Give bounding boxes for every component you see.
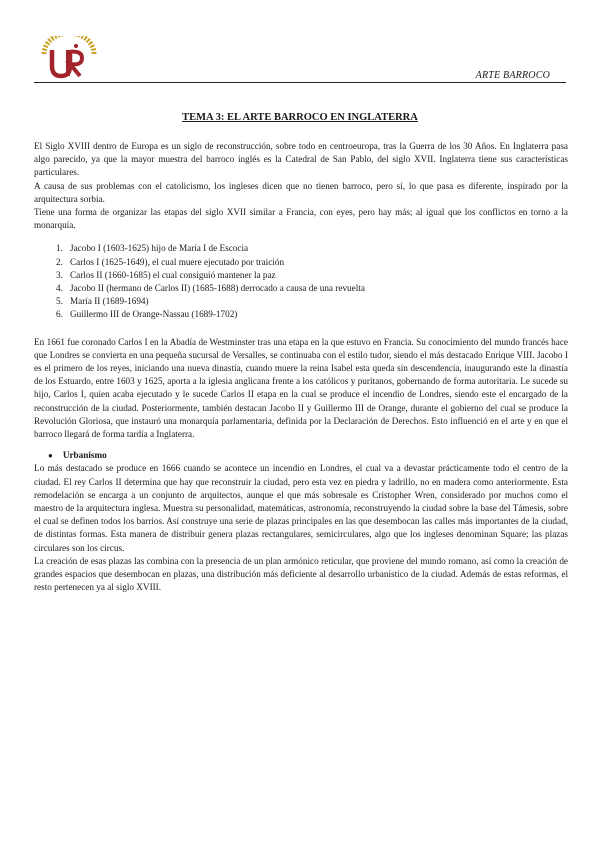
university-seal-icon (38, 36, 100, 80)
header-title: ARTE BARROCO (475, 70, 550, 81)
intro-paragraph: Tiene una forma de organizar las etapas del siglo XVII similar a Francia, con eyes, pero hay más; al igual que los conflictos en torno a la monarquía. (34, 207, 568, 231)
list-item: 5. María II (1689-1694) (56, 296, 149, 307)
history-paragraph: En 1661 fue coronado Carlos I en la Abadía de Westminster tras una etapa en la que estuvo en Francia. Su conocimiento del mundo francés hace que Londres se convierta en una pequeña sucursal de Versalles, se continuaba con el estilo tudor, siendo el más destacado Enrique VIII. Jacobo I es el primero de los reyes, iniciando una nueva dinastía, cuando muere la reina Isabel esta queda sin descendencia, inaugurando este la dinastía de los Estuardo, entre 1603 y 1625, aporta a la iglesia anglicana frente a los católicos y puritanos, gobernando de forma autoritaria. Le sucede su hijo, Carlos I, quien acaba ejecutado y le sucede Carlos II etapa en la cual se produce el incendio de Londres, siendo este el encargado de la reconstrucción de la ciudad. Posteriormente, también destacan Jacobo II y Guillermo III de Orange, durante el gobierno del cual se produce la Revolución Gloriosa, que instauró una monarquía parlamentaria, definida por la Declaración de Derechos. Esto influenció en el arte y en que el barroco llegará de forma tardía a Inglaterra. (34, 336, 568, 440)
kings-list (56, 242, 568, 321)
intro-paragraph: El Siglo XVIII dentro de Europa es un siglo de reconstrucción, sobre todo en centroeuropa, tras la Guerra de los 30 Años. En Inglaterra pasa algo parecido, ya que la mayor muestra del barroco inglés es la Catedral de San Pablo, del siglo XVII. Inglaterra tiene sus características particulares. (34, 141, 568, 178)
section-title: Urbanismo (62, 450, 107, 461)
list-item: 1. Jacobo I (1603-1625) hijo de María I de Escocia (56, 243, 249, 254)
bullet-icon: ● (48, 451, 53, 461)
document-title: TEMA 3: EL ARTE BARROCO EN INGLATERRA (182, 112, 418, 123)
list-item: 2. Carlos I (1625-1649), el cual muere ejecutado por traición (56, 256, 285, 267)
list-item: 4. Jacobo II (hermano de Carlos II) (1685-1688) derrocado a causa de una revuelta (56, 283, 365, 294)
section-heading (48, 449, 568, 462)
intro-paragraph: A causa de sus problemas con el catolicismo, los ingleses dicen que no tienen barroco, pero sí, lo que pasa es diferente, inspirado por la arquitectura sorbia. (34, 180, 568, 204)
list-item: 6. Guillermo III de Orange-Nassau (1689-1702) (56, 309, 238, 320)
header-divider (34, 82, 566, 83)
urbanism-paragraph: La creación de esas plazas las combina con la presencia de un plan armónico reticular, que proviene del mundo romano, así como la creación de grandes espacios que desembocan en plazas, una distribución más deficiente al desarrollo urbanístico de la ciudad. Además de estas reformas, el resto pertenecen ya al siglo XVIII. (34, 555, 568, 593)
urbanism-paragraph: Lo más destacado se produce en 1666 cuando se acontece un incendio en Londres, el cual va a devastar prácticamente todo el centro de la ciudad. El rey Carlos II determina que hay que reconstruir la ciudad, pero esta vez en piedra y ladrillo, no en madera como anteriormente. Esta remodelación se encarga a un conjunto de arquitectos, aunque el que más sobresale es Cristopher Wren, considerado por muchos como el maestro de la arquitectura inglesa. Muestra su personalidad, matemáticas, astronomía, reconstruyendo la ciudad sobre la base del Támesis, sobre el cual se definen todos los barrios. Así construye una serie de plazas principales en las que desembocan las calles más importantes de la ciudad, de distintas formas. Esta manera de distribuir genera plazas rectangulares, semicirculares, algo que los ingleses denominan Square; las plazas circulares son los circus. (34, 463, 568, 553)
university-logo (38, 36, 100, 80)
document-body (34, 140, 568, 595)
list-item: 3. Carlos II (1660-1685) el cual consiguió mantener la paz (56, 269, 276, 280)
